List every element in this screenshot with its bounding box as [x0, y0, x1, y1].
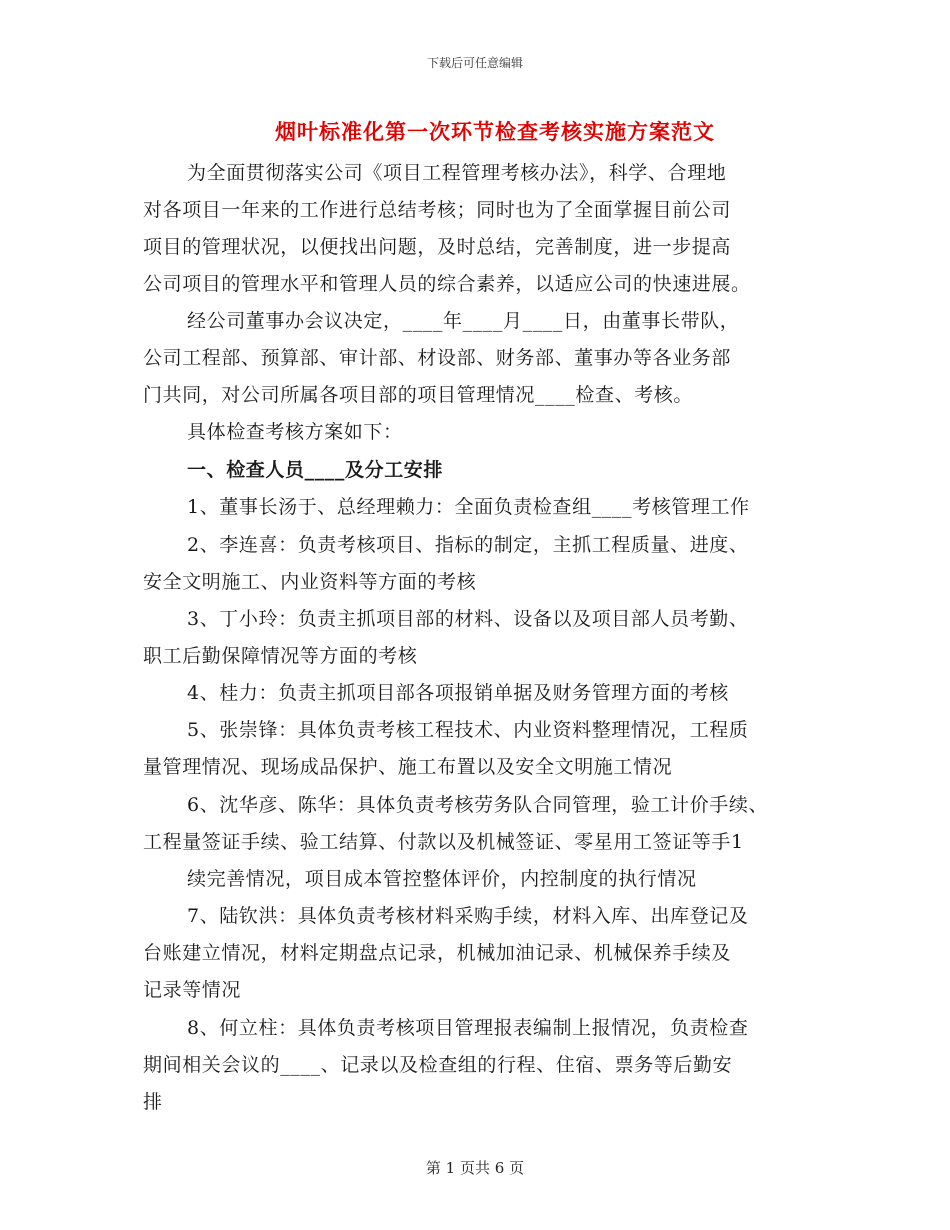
- list-item: 5、张崇锋：具体负责考核工程技术、内业资料整理情况，工程质: [187, 719, 749, 741]
- list-item-continuation: 量管理情况、现场成品保护、施工布置以及安全文明施工情况: [143, 756, 673, 778]
- body-line: 具体检查考核方案如下：: [187, 421, 403, 443]
- header-note: 下载后可任意编辑: [426, 56, 523, 70]
- list-item-continuation: 台账建立情况，材料定期盘点记录，机械加油记录、机械保养手续及: [143, 942, 732, 964]
- list-item: 4、桂力：负责主抓项目部各项报销单据及财务管理方面的考核: [187, 682, 729, 704]
- list-item: 1、董事长汤于、总经理赖力：全面负责检查组____考核管理工作: [187, 496, 750, 518]
- body-line: 经公司董事办会议决定，____年____月____日，由董事长带队，: [187, 310, 740, 332]
- body-line: 公司工程部、预算部、审计部、材设部、财务部、董事办等各业务部: [143, 347, 732, 369]
- list-item-continuation: 记录等情况: [143, 979, 242, 1001]
- list-item-continuation: 安全文明施工、内业资料等方面的考核: [143, 571, 477, 593]
- list-item-continuation: 期间相关会议的____、记录以及检查组的行程、住宿、票务等后勤安: [143, 1054, 733, 1076]
- page-footer: 第 1 页共 6 页: [425, 1159, 525, 1177]
- body-line: 门共同，对公司所属各项目部的项目管理情况____检查、考核。: [143, 384, 694, 406]
- body-line: 公司项目的管理水平和管理人员的综合素养，以适应公司的快速进展。: [143, 273, 751, 295]
- list-item: 2、李连喜：负责考核项目、指标的制定，主抓工程质量、进度、: [187, 534, 749, 556]
- list-item-continuation: 排: [143, 1091, 163, 1113]
- body-line: 对各项目一年来的工作进行总结考核；同时也为了全面掌握目前公司: [143, 199, 732, 221]
- list-item: 8、何立柱：具体负责考核项目管理报表编制上报情况，负责检查: [187, 1017, 749, 1039]
- body-line: 为全面贯彻落实公司《项目工程管理考核办法》，科学、合理地: [187, 162, 727, 184]
- list-item-continuation: 职工后勤保障情况等方面的考核: [143, 645, 418, 667]
- body-line: 项目的管理状况，以便找出问题，及时总结，完善制度，进一步提高: [143, 236, 732, 258]
- list-item: 7、陆钦洪：具体负责考核材料采购手续，材料入库、出库登记及: [187, 905, 749, 927]
- list-item: 3、丁小玲：负责主抓项目部的材料、设备以及项目部人员考勤、: [187, 608, 749, 630]
- section-heading: 一、检查人员____及分工安排: [187, 459, 444, 481]
- list-item: 6、沈华彦、陈华：具体负责考核劳务队合同管理，验工计价手续、: [187, 794, 769, 816]
- list-item-continuation: 续完善情况，项目成本管控整体评价，内控制度的执行情况: [187, 868, 697, 890]
- list-item-continuation: 工程量签证手续、验工结算、付款以及机械签证、零星用工签证等手1: [143, 831, 744, 853]
- document-title: 烟叶标准化第一次环节检查考核实施方案范文: [275, 119, 715, 144]
